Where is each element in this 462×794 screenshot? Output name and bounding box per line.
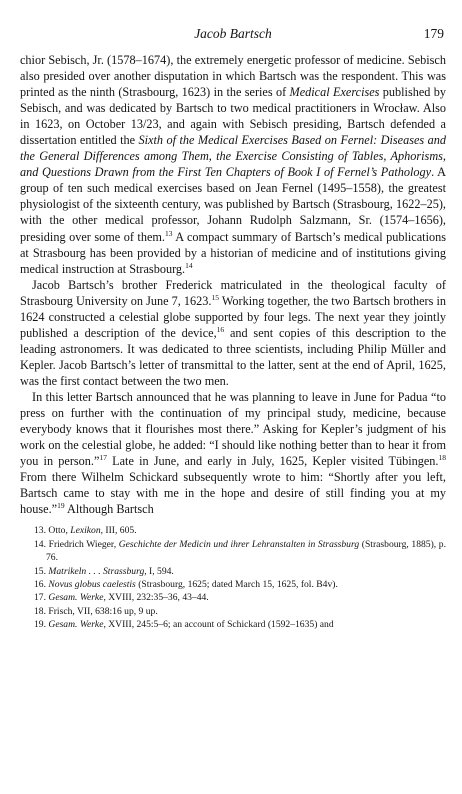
body-paragraph: Jacob Bartsch’s brother Frederick matriculated in the theological faculty of Strasbourg University on June 7, 1623.15 Working together, the two Bartsch brothers in 1624 constructed a celestial globe supported by four legs. The next year they jointly published a description of the device,$^{16}$ and sent copies of this description to the leading astronomers. It was dedicated to three scientists, including Philip Müller and Kepler. Jacob Bartsch’s letter of transmittal to the latter, sent at the end of April, 1625, was the first contact between the two men. <box>20 277 447 388</box>
footnote: 15. Matrikeln . . . Strassburg, I, 594. <box>34 565 174 577</box>
body-text <box>20 52 446 517</box>
footnote: 18. Frisch, VII, 638:16 up, 9 up. <box>34 605 158 617</box>
footnote: 13. Otto, Lexikon, III, 605. <box>34 525 137 537</box>
footnote: 17. Gesam. Werke, XVIII, 232:35–36, 43–44. <box>34 592 209 604</box>
body-paragraph: In this letter Bartsch announced that he was planning to leave in June for Padua “to press on further with the continuation of my principal study, medicine, because everybody knows that it flourishes most there.” Asking for Kepler’s judgment of his work on the celestial globe, he added: “I should like nothing better than to hear it from you in person.”$^{17}$ Late in June, and early in July, 1625, Kepler visited Tübingen.$^{18}$ From there Wilhelm Schickard subsequently wrote to him: “Shortly after you left, Bartsch came to stay with me in the hope and desire of still finding you at my house.”$^{19}$ Although Bartsch <box>20 389 446 517</box>
running-head <box>20 26 446 46</box>
running-title: Jacob Bartsch <box>194 26 272 41</box>
footnotes <box>20 524 446 631</box>
page-number: 179 <box>423 26 444 41</box>
body-paragraph: chior Sebisch, Jr. (1578–1674), the extremely energetic professor of medicine. Sebisch also presided over another disputation in which Bartsch was the respondent. This was printed as the ninth (Strasbourg, 1623) in the series of Medical Exercises published by Sebisch, and was dedicated by Bartsch to two medical practitioners in Wrocław. Also in 1623, on October 13/23, and again with Sebisch presiding, Bartsch defended a dissertation entitled the Sixth of the Medical Exercises Based on Fernel: Diseases and the General Differences among Them, the Exercise Consisting of Tables, Aphorisms, and Questions Drawn from the First Ten Chapters of Book I of Fernel’s Pathology. A group of ten such medical exercises based on Jean Fernel (1495–1558), the greatest physiologist of the sixteenth century, was published by Bartsch (Strasbourg, 1622–25), with the other medical professor, Johann Rudolph Salzmann, Sr. (1574–1656), presiding over some of them.$^{13}$ A compact summary of Bartsch’s medical publications at Strasbourg has been provided by a historian of medicine and of institutions giving medical instruction at Strasbourg.$^{14}$ <box>20 53 447 276</box>
footnote: 16. Novus globus caelestis (Strasbourg, 1625; dated March 15, 1625, fol. B4v). <box>34 578 338 590</box>
footnote: 19. Gesam. Werke, XVIII, 245:5–6; an account of Schickard (1592–1635) and <box>34 619 334 631</box>
footnote: 14. Friedrich Wieger, Geschichte der Medicin und ihrer Lehranstalten in Strassburg (Strasbourg, 1885), p. 76. <box>34 538 446 564</box>
